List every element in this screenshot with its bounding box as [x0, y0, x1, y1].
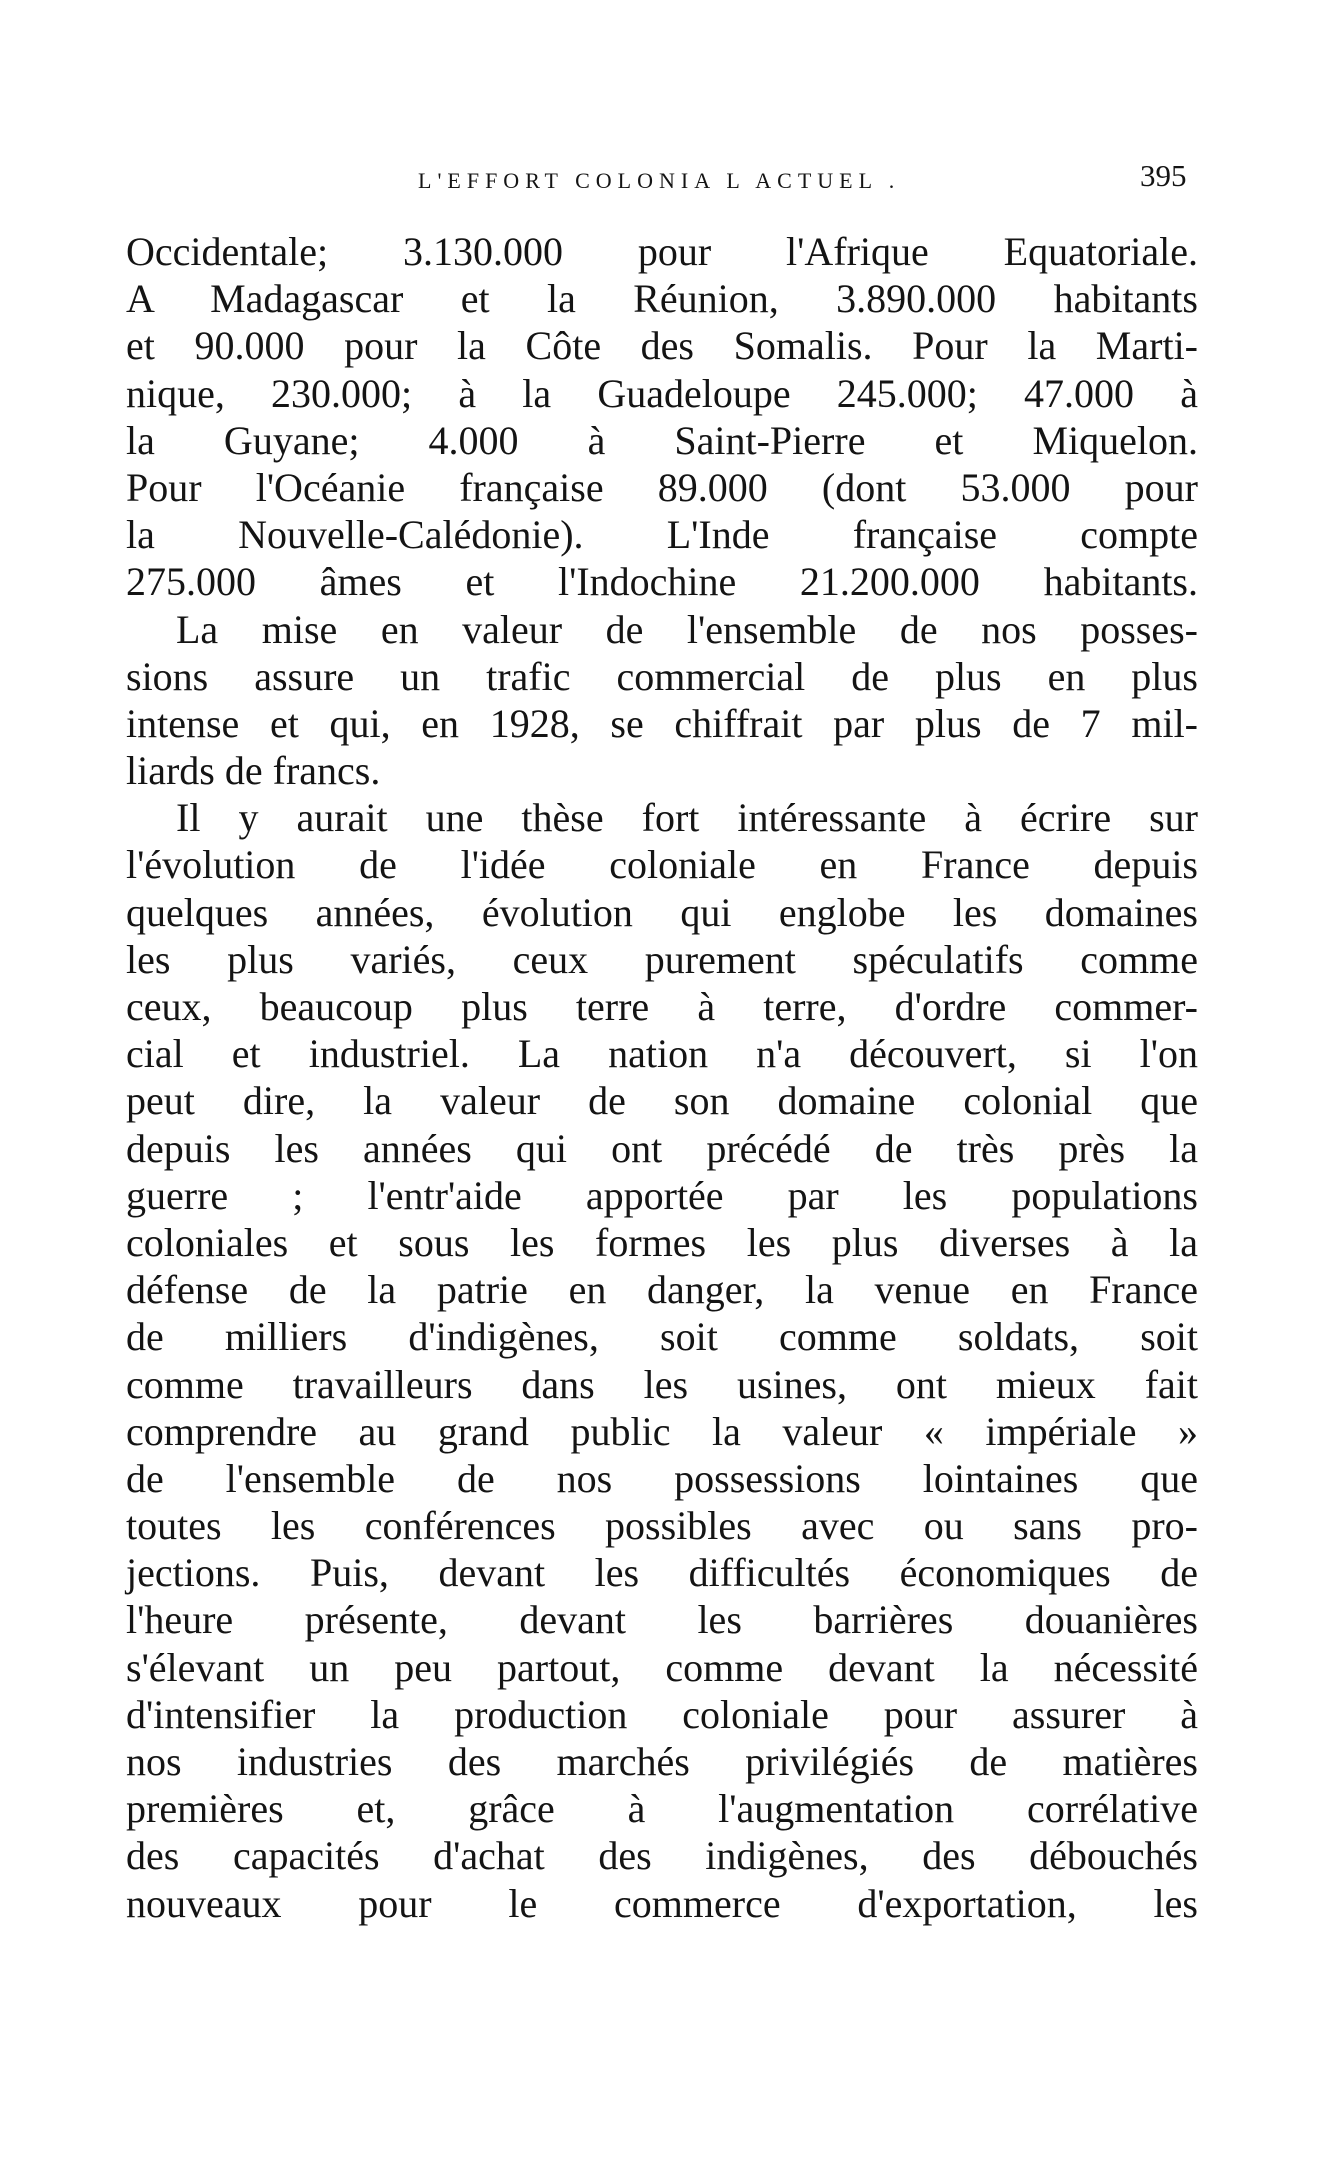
- paragraph-1: [126, 228, 1198, 606]
- text-line: nos industries des marchés privilégiés de matières: [126, 1739, 1198, 1784]
- text-line: guerre ; l'entr'aide apportée par les populations: [126, 1172, 1198, 1218]
- text-line: et 90.000 pour la Côte des Somalis. Pour la Marti-: [126, 323, 1198, 369]
- text-line: depuis les années qui ont précédé de très près la: [126, 1125, 1198, 1171]
- text-line: A Madagascar et la Réunion, 3.890.000 habitants: [126, 276, 1198, 322]
- paragraph-2: [126, 606, 1198, 795]
- text-line: 275.000 âmes et l'Indochine 21.200.000 habitants.: [126, 559, 1198, 605]
- paragraph-3: [126, 794, 1198, 1927]
- text-line: de milliers d'indigènes, soit comme soldats, soit: [126, 1314, 1198, 1360]
- text-line: de l'ensemble de nos possessions lointaines que: [126, 1455, 1198, 1501]
- text-line: La mise en valeur de l'ensemble de nos posses-: [176, 606, 1198, 652]
- text-line: comme travailleurs dans les usines, ont mieux fait: [126, 1361, 1198, 1407]
- text-line: la Guyane; 4.000 à Saint-Pierre et Miquelon.: [126, 417, 1198, 463]
- text-line: d'intensifier la production coloniale pour assurer à: [126, 1691, 1198, 1737]
- text-line: peut dire, la valeur de son domaine colonial que: [126, 1078, 1198, 1124]
- text-line: sions assure un trafic commercial de plus en plus: [126, 653, 1198, 699]
- text-line: des capacités d'achat des indigènes, des débouchés: [126, 1833, 1198, 1879]
- text-line: Il y aurait une thèse fort intéressante à écrire sur: [176, 795, 1198, 841]
- text-line: coloniales et sous les formes les plus diverses à la: [126, 1219, 1198, 1265]
- text-line: les plus variés, ceux purement spéculatifs comme: [126, 936, 1198, 982]
- text-line: liards de francs.: [126, 748, 381, 794]
- text-line: cial et industriel. La nation n'a découvert, si l'on: [126, 1031, 1198, 1077]
- text-line: quelques années, évolution qui englobe les domaines: [126, 889, 1198, 935]
- text-line: premières et, grâce à l'augmentation corrélative: [126, 1786, 1198, 1832]
- text-line: Pour l'Océanie française 89.000 (dont 53.000 pour: [126, 464, 1198, 510]
- body-text: [126, 228, 1198, 1927]
- text-line: ceux, beaucoup plus terre à terre, d'ordre commer-: [126, 984, 1198, 1029]
- running-header: [0, 150, 1337, 210]
- text-line: nique, 230.000; à la Guadeloupe 245.000; 47.000 à: [126, 370, 1198, 416]
- text-line: l'heure présente, devant les barrières douanières: [126, 1597, 1198, 1643]
- text-line: la Nouvelle-Calédonie). L'Inde française compte: [126, 512, 1198, 558]
- text-line: toutes les conférences possibles avec ou sans pro-: [126, 1503, 1198, 1549]
- text-line: l'évolution de l'idée coloniale en France depuis: [126, 842, 1198, 888]
- text-line: comprendre au grand public la valeur « impériale »: [126, 1408, 1198, 1454]
- text-line: jections. Puis, devant les difficultés économiques de: [126, 1550, 1198, 1596]
- text-line: nouveaux pour le commerce d'exportation, les: [126, 1880, 1198, 1926]
- text-line: Occidentale; 3.130.000 pour l'Afrique Equatoriale.: [126, 229, 1198, 274]
- text-line: s'élevant un peu partout, comme devant la nécessité: [126, 1644, 1198, 1690]
- text-line: intense et qui, en 1928, se chiffrait par plus de 7 mil-: [126, 700, 1198, 746]
- page-number: 395: [1140, 158, 1187, 193]
- text-line: défense de la patrie en danger, la venue en France: [126, 1267, 1198, 1313]
- running-title: L'EFFORT COLONIA L ACTUEL .: [418, 168, 901, 193]
